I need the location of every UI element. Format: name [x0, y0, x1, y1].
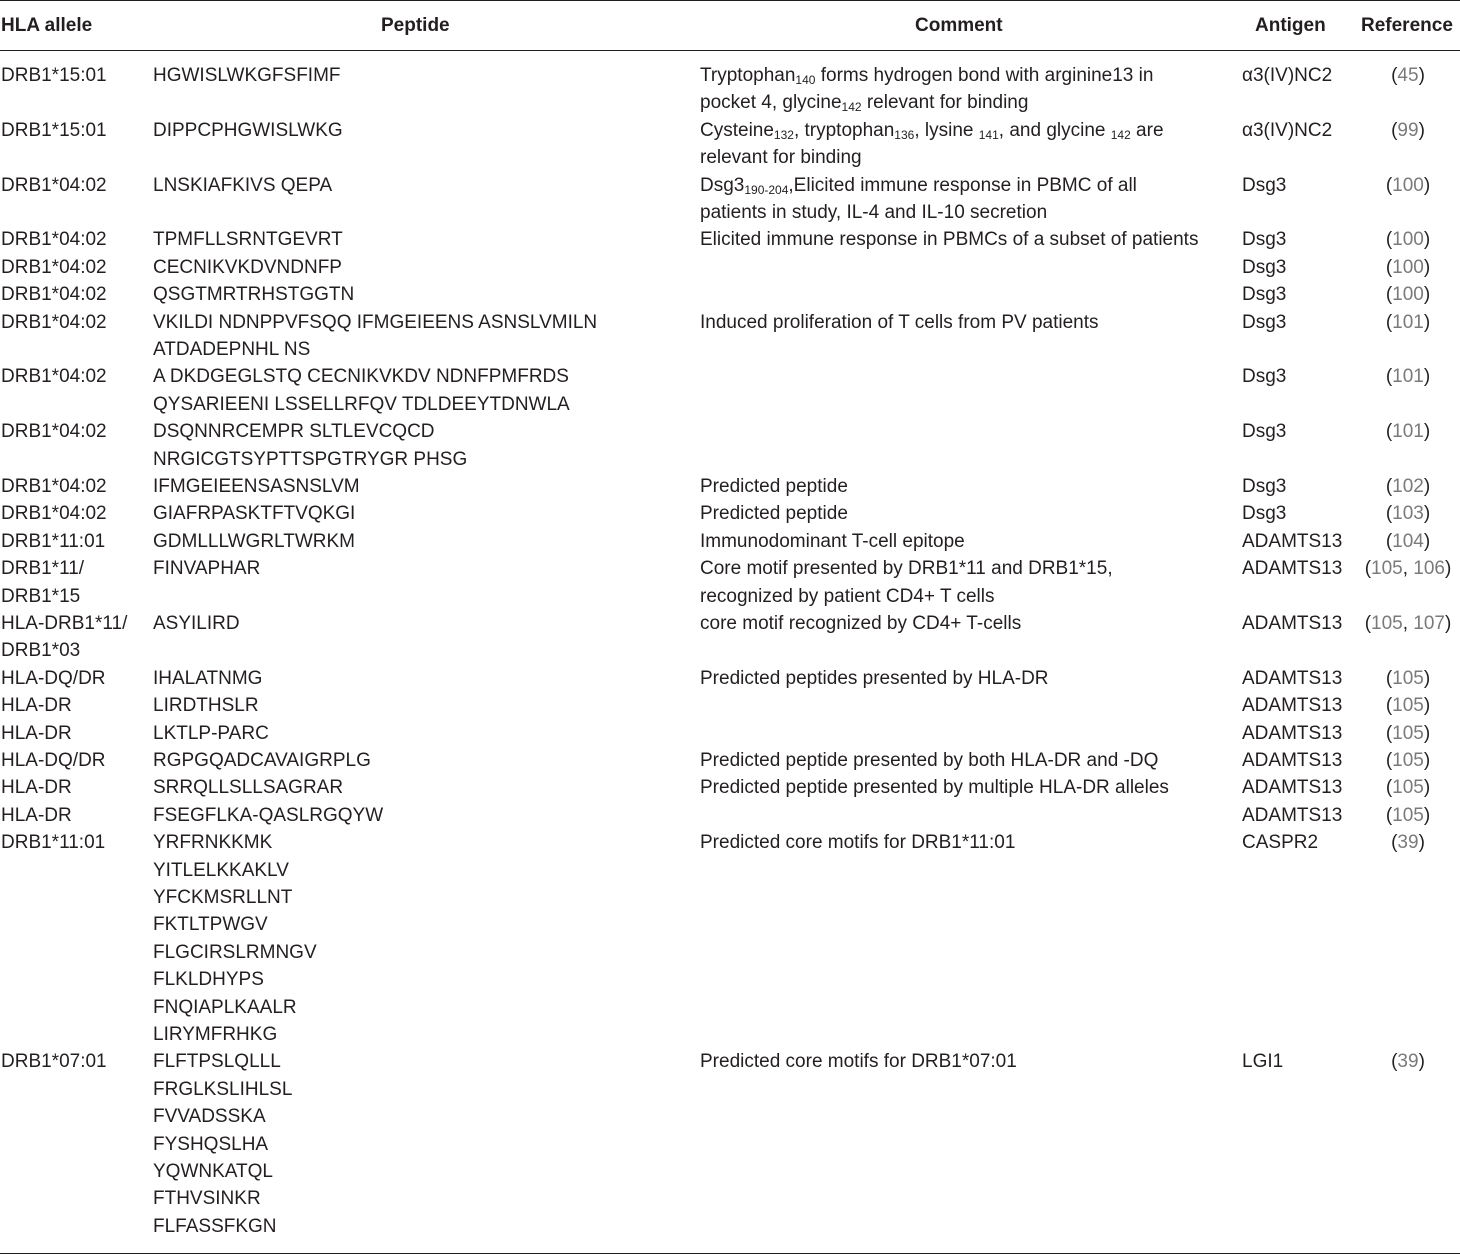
top-rule	[0, 0, 1460, 1]
cell-hla-allele: DRB1*04:02	[1, 421, 107, 443]
cell-peptide: TPMFLLSRNTGEVRT	[153, 229, 343, 251]
bottom-rule	[0, 1253, 1460, 1254]
reference-link[interactable]: 99	[1397, 119, 1419, 141]
reference-link[interactable]: 100	[1392, 284, 1424, 306]
cell-peptide: IHALATNMG	[153, 667, 263, 689]
reference-link[interactable]: 105	[1392, 667, 1424, 689]
cell-antigen: ADAMTS13	[1242, 777, 1343, 799]
header-reference: Reference	[1361, 15, 1453, 36]
header-hla-allele: HLA allele	[1, 15, 93, 36]
reference-link[interactable]: 39	[1397, 1051, 1419, 1073]
cell-peptide: FSEGFLKA-QASLRGQYW	[153, 804, 384, 826]
cell-peptide: LNSKIAFKIVS QEPA	[153, 174, 333, 196]
cell-reference: (105)	[1385, 667, 1431, 689]
cell-antigen: ADAMTS13	[1242, 750, 1343, 771]
cell-peptide: LIRDTHSLR	[153, 695, 259, 717]
cell-antigen: Dsg3	[1242, 421, 1287, 443]
cell-peptide: HGWISLWKGFSFIMF	[153, 65, 341, 86]
cell-antigen: α3(IV)NC2	[1242, 65, 1333, 86]
reference-link[interactable]: 101	[1392, 366, 1424, 388]
cell-hla-allele: DRB1*11:01	[1, 832, 106, 854]
cell-reference: (100)	[1385, 284, 1431, 306]
reference-link[interactable]: 105	[1371, 613, 1403, 634]
cell-peptide: VKILDI NDNPPVFSQQ IFMGEIEENS ASNSLVMILN ATDADEPNHL NS	[153, 311, 598, 360]
cell-reference: (101)	[1385, 421, 1431, 443]
reference-link[interactable]: 105	[1392, 722, 1424, 744]
cell-comment: Predicted core motifs for DRB1*11:01	[700, 832, 1016, 854]
cell-peptide: GDMLLLWGRLTWRKM	[153, 530, 355, 552]
cell-hla-allele: DRB1*04:02	[1, 284, 107, 306]
cell-hla-allele: DRB1*11/ DRB1*15	[1, 558, 85, 607]
cell-hla-allele: DRB1*04:02	[1, 229, 107, 251]
header-rule	[0, 50, 1460, 51]
cell-peptide: IFMGEIEENSASNSLVM	[153, 476, 360, 497]
reference-link[interactable]: 100	[1392, 229, 1424, 251]
cell-hla-allele: DRB1*15:01	[1, 65, 107, 86]
cell-hla-allele: DRB1*04:02	[1, 256, 107, 278]
cell-peptide: RGPGQADCAVAIGRPLG	[153, 750, 371, 771]
cell-antigen: LGI1	[1242, 1051, 1284, 1073]
cell-hla-allele: HLA-DR	[1, 695, 72, 717]
cell-hla-allele: DRB1*04:02	[1, 366, 107, 388]
cell-reference: (101)	[1385, 366, 1431, 388]
cell-comment: Predicted peptide	[700, 503, 848, 525]
cell-antigen: ADAMTS13	[1242, 530, 1343, 552]
cell-antigen: ADAMTS13	[1242, 613, 1343, 634]
reference-link[interactable]: 100	[1392, 174, 1424, 196]
cell-peptide: FINVAPHAR	[153, 558, 261, 580]
cell-hla-allele: DRB1*04:02	[1, 476, 107, 497]
cell-antigen: ADAMTS13	[1242, 667, 1343, 689]
cell-hla-allele: HLA-DR	[1, 722, 72, 744]
cell-reference: (105, 106)	[1364, 558, 1452, 580]
reference-link[interactable]: 101	[1392, 421, 1424, 443]
cell-antigen: Dsg3	[1242, 174, 1287, 196]
cell-reference: (39)	[1391, 832, 1425, 854]
reference-link[interactable]: 105	[1392, 804, 1424, 826]
cell-antigen: Dsg3	[1242, 229, 1287, 251]
cell-antigen: Dsg3	[1242, 366, 1287, 388]
cell-antigen: ADAMTS13	[1242, 804, 1343, 826]
cell-peptide: GIAFRPASKTFTVQKGI	[153, 503, 356, 525]
cell-comment: Predicted peptide	[700, 476, 848, 497]
cell-hla-allele: DRB1*04:02	[1, 174, 107, 196]
cell-hla-allele: HLA-DR	[1, 804, 72, 826]
reference-link[interactable]: 106	[1413, 558, 1445, 580]
cell-antigen: ADAMTS13	[1242, 722, 1343, 744]
cell-reference: (103)	[1385, 503, 1431, 525]
cell-comment: Elicited immune response in PBMCs of a subset of patients	[700, 229, 1199, 251]
cell-peptide: FLFTPSLQLLL FRGLKSLIHLSL FVVADSSKA FYSHQSLHA YQWNKATQL FTHVSINKR FLFASSFKGN	[153, 1051, 293, 1237]
cell-hla-allele: DRB1*04:02	[1, 311, 107, 333]
cell-hla-allele: DRB1*04:02	[1, 503, 107, 525]
cell-antigen: Dsg3	[1242, 476, 1287, 497]
cell-reference: (105)	[1385, 804, 1431, 826]
cell-comment: $Dsg3_{190-204},Elicited$ immune response in PBMC of all patients in study, IL-4 and IL-10 secretion	[700, 174, 1137, 223]
reference-link[interactable]: 104	[1392, 530, 1424, 552]
reference-link[interactable]: 39	[1397, 832, 1419, 854]
cell-antigen: CASPR2	[1242, 832, 1319, 854]
cell-comment: Core motif presented by DRB1*11 and DRB1*15, recognized by patient CD4+ T cells	[700, 558, 1113, 607]
header-peptide: Peptide	[381, 15, 450, 36]
cell-hla-allele: HLA-DQ/DR	[1, 750, 106, 771]
cell-reference: (105)	[1385, 722, 1431, 744]
cell-reference: (105, 107)	[1364, 613, 1452, 634]
cell-antigen: Dsg3	[1242, 284, 1287, 306]
cell-comment: Predicted peptides presented by HLA-DR	[700, 667, 1049, 689]
cell-comment: Predicted peptide presented by multiple HLA-DR alleles	[700, 777, 1169, 799]
cell-peptide: ASYILIRD	[153, 613, 240, 634]
cell-peptide: DSQNNRCEMPR SLTLEVCQCD NRGICGTSYPTTSPGTRYGR PHSG	[153, 421, 468, 470]
cell-hla-allele: HLA-DQ/DR	[1, 667, 106, 689]
reference-link[interactable]: 105	[1392, 695, 1424, 717]
cell-comment: Induced proliferation of T cells from PV patients	[700, 311, 1099, 333]
cell-peptide: LKTLP-PARC	[153, 722, 269, 744]
reference-link[interactable]: 100	[1392, 256, 1424, 278]
reference-link[interactable]: 105	[1392, 777, 1424, 799]
cell-reference: (101)	[1385, 311, 1431, 333]
cell-antigen: Dsg3	[1242, 311, 1287, 333]
cell-reference: (105)	[1385, 750, 1431, 771]
cell-reference: (105)	[1385, 695, 1431, 717]
cell-comment: core motif recognized by CD4+ T-cells	[700, 613, 1022, 634]
cell-reference: (45)	[1391, 65, 1425, 86]
cell-reference: (100)	[1385, 174, 1431, 196]
cell-reference: (39)	[1391, 1051, 1425, 1073]
cell-hla-allele: DRB1*11:01	[1, 530, 106, 552]
cell-peptide: CECNIKVKDVNDNFP	[153, 256, 342, 278]
cell-peptide: SRRQLLSLLSAGRAR	[153, 777, 344, 799]
reference-link[interactable]: 45	[1397, 65, 1419, 86]
reference-link[interactable]: 107	[1413, 613, 1445, 634]
cell-comment: Tryptophan$_{140}$ forms hydrogen bond with arginine13 in pocket 4, glycine$_{142}$ relevant for binding	[700, 65, 1154, 115]
cell-peptide: QSGTMRTRHSTGGTN	[153, 284, 355, 306]
cell-antigen: α3(IV)NC2	[1242, 119, 1333, 141]
cell-comment: Predicted peptide presented by both HLA-DR and -DQ	[700, 750, 1159, 771]
cell-antigen: ADAMTS13	[1242, 558, 1343, 580]
cell-hla-allele: HLA-DR	[1, 777, 72, 799]
cell-hla-allele: HLA-DRB1*11/ DRB1*03	[1, 613, 128, 662]
header-antigen: Antigen	[1255, 15, 1326, 36]
cell-antigen: ADAMTS13	[1242, 695, 1343, 717]
cell-comment: Cysteine$_{132}$, tryptophan$_{136}$, lysine $_{141}$, and glycine $_{142}$ are relevant for binding	[700, 119, 1164, 169]
header-comment: Comment	[915, 15, 1003, 36]
cell-reference: (102)	[1385, 476, 1431, 497]
cell-reference: (100)	[1385, 229, 1431, 251]
cell-reference: (105)	[1385, 777, 1431, 799]
cell-comment: Immunodominant T-cell epitope	[700, 530, 965, 552]
cell-reference: (99)	[1391, 119, 1425, 141]
cell-antigen: Dsg3	[1242, 256, 1287, 278]
reference-link[interactable]: 103	[1392, 503, 1424, 525]
cell-antigen: Dsg3	[1242, 503, 1287, 525]
cell-peptide: DIPPCPHGWISLWKG	[153, 119, 343, 141]
cell-comment: Predicted core motifs for DRB1*07:01	[700, 1051, 1017, 1073]
reference-link[interactable]: 102	[1392, 476, 1424, 497]
reference-link[interactable]: 101	[1392, 311, 1424, 333]
cell-peptide: A DKDGEGLSTQ CECNIKVKDV NDNFPMFRDS QYSARIEENI LSSELLRFQV TDLDEEYTDNWLA	[153, 366, 570, 415]
cell-peptide: YRFRNKKMK YITLELKKAKLV YFCKMSRLLNT FKTLTPWGV FLGCIRSLRMNGV FLKLDHYPS FNQIAPLKAALR LIRYMFRHKG	[153, 832, 317, 1046]
cell-hla-allele: DRB1*07:01	[1, 1051, 107, 1073]
cell-reference: (104)	[1385, 530, 1431, 552]
cell-reference: (100)	[1385, 256, 1431, 278]
reference-link[interactable]: 105	[1392, 750, 1424, 771]
cell-hla-allele: DRB1*15:01	[1, 119, 107, 141]
reference-link[interactable]: 105	[1371, 558, 1403, 580]
